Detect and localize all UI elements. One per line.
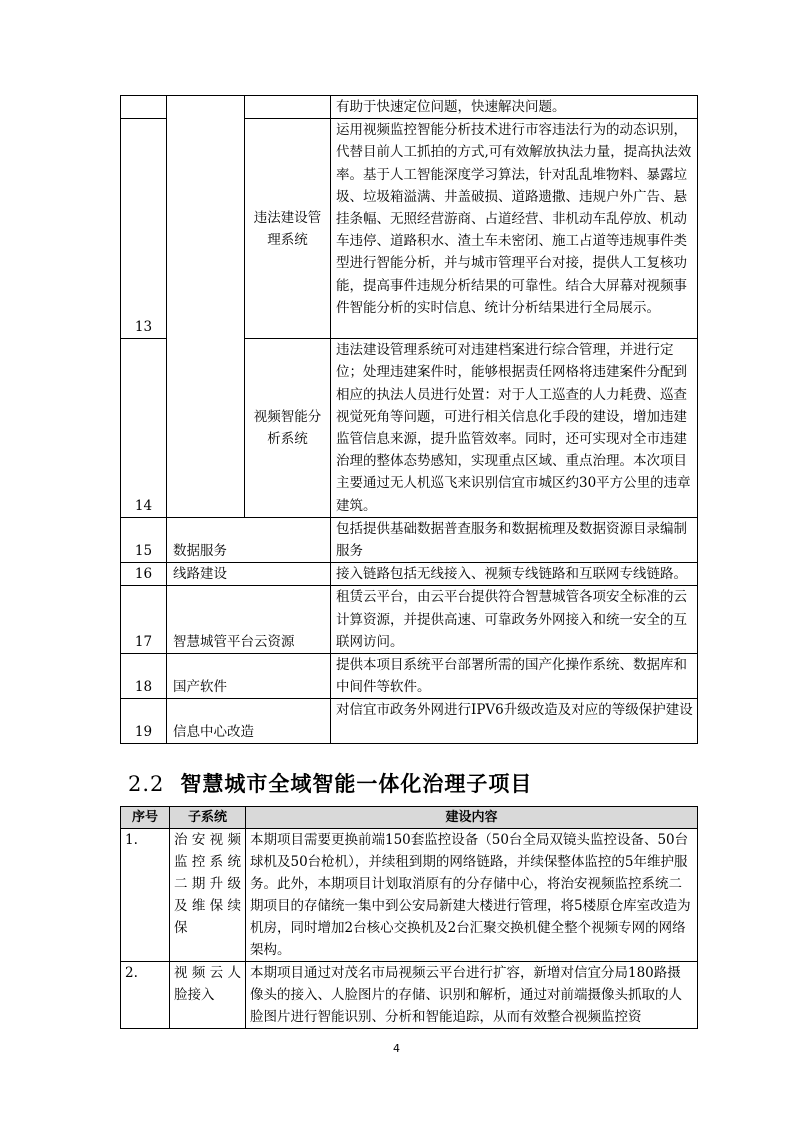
row-number: 2. xyxy=(121,962,170,1029)
row-number: 18 xyxy=(121,654,167,699)
row-description: 提供本项目系统平台部署所需的国产化操作系统、数据库和中间件等软件。 xyxy=(331,654,698,699)
table-row xyxy=(121,829,698,962)
item-name: 信息中心改造 xyxy=(167,699,331,744)
table-row xyxy=(121,563,698,586)
table-row xyxy=(121,96,698,119)
row-description: 运用视频监控智能分析技术进行市容违法行为的动态识别，代替目前人工抓拍的方式,可有效解放执法力量，提高执法效率。基于人工智能深度学习算法，针对乱乱堆物料、暴露垃圾、垃圾箱溢满、井盖破损、道路遗撒、违规户外广告、悬挂条幅、无照经营游商、占道经营、非机动车乱停放、机动车违停、道路积水、渣土车未密闭、施工占道等违规事件类型进行智能分析，并与城市管理平台对接，提供人工复核功能，提高事件违规分析结果的可靠性。结合大屏幕对视频事件智能分析的实时信息、统计分析结果进行全局展示。 xyxy=(331,119,698,339)
row-number: 16 xyxy=(121,563,167,586)
subsystem-name: 视频云人脸接入 xyxy=(170,962,246,1029)
item-name: 数据服务 xyxy=(167,517,331,562)
section-title: 智慧城市全域智能一体化治理子项目 xyxy=(180,772,533,796)
row-number: 1. xyxy=(121,829,170,962)
row-description: 对信宜市政务外网进行IPV6升级改造及对应的等级保护建设 xyxy=(331,699,698,744)
row-description: 接入链路包括无线接入、视频专线链路和互联网专线链路。 xyxy=(331,563,698,586)
row-description: 违法建设管理系统可对违建档案进行综合管理，并进行定位；处理违建案件时，能够根据责任网格将违建案件分配到相应的执法人员进行处置：对于人工巡查的人力耗费、巡查视觉死角等问题，可进行相关信息化手段的建设，增加违建监管信息来源，提升监管效率。同时，还可实现对全市违建治理的整体态势感知，实现重点区域、重点治理。本次项目主要通过无人机巡飞来识别信宜市城区约30平方公里的违章建筑。 xyxy=(331,339,698,518)
item-name: 智慧城管平台云资源 xyxy=(167,586,331,654)
section-number: 2.2 xyxy=(128,772,165,796)
row-number: 15 xyxy=(121,517,167,562)
header-subsystem: 子系统 xyxy=(170,807,246,829)
header-content: 建设内容 xyxy=(246,807,698,829)
page-number: 4 xyxy=(393,1042,400,1055)
row-number xyxy=(121,96,167,119)
subsystem-name: 治安视频监控系统二期升级及维保续保 xyxy=(170,829,246,962)
row-number: 14 xyxy=(121,339,167,518)
section-heading xyxy=(128,768,532,798)
row-description: 租赁云平台，由云平台提供符合智慧城管各项安全标准的云计算资源，并提供高速、可靠政务外网接入和统一安全的互联网访问。 xyxy=(331,586,698,654)
table-header-row xyxy=(121,807,698,829)
row-number: 17 xyxy=(121,586,167,654)
row-description: 包括提供基础数据普查服务和数据梳理及数据资源目录编制服务 xyxy=(331,517,698,562)
row-content: 本期项目通过对茂名市局视频云平台进行扩容，新增对信宜分局180路摄像头的接入、人脸图片的存储、识别和解析，通过对前端摄像头抓取的人脸图片进行智能识别、分析和智能追踪，从而有效整合视频监控资 xyxy=(246,962,698,1029)
project-table-continued xyxy=(120,95,698,744)
item-name: 国产软件 xyxy=(167,654,331,699)
table-row xyxy=(121,654,698,699)
row-number: 19 xyxy=(121,699,167,744)
group-cell xyxy=(167,96,245,518)
table-row xyxy=(121,517,698,562)
subsystem-name: 违法建设管理系统 xyxy=(245,119,331,339)
item-name: 线路建设 xyxy=(167,563,331,586)
header-number: 序号 xyxy=(121,807,170,829)
row-number: 13 xyxy=(121,119,167,339)
table-row xyxy=(121,962,698,1029)
subsystem-name xyxy=(245,96,331,119)
table-row xyxy=(121,586,698,654)
table-row xyxy=(121,699,698,744)
subproject-table xyxy=(120,806,698,1029)
row-content: 本期项目需要更换前端150套监控设备（50台全局双镜头监控设备、50台球机及50台枪机），并续租到期的网络链路，并续保整体监控的5年维护服务。此外，本期项目计划取消原有的分存储中心，将治安视频监控系统二期项目的存储统一集中到公安局新建大楼进行管理，将5楼原仓库室改造为机房，同时增加2台核心交换机及2台汇聚交换机健全整个视频专网的网络架构。 xyxy=(246,829,698,962)
row-description: 有助于快速定位问题，快速解决问题。 xyxy=(331,96,698,119)
subsystem-name: 视频智能分析系统 xyxy=(245,339,331,518)
